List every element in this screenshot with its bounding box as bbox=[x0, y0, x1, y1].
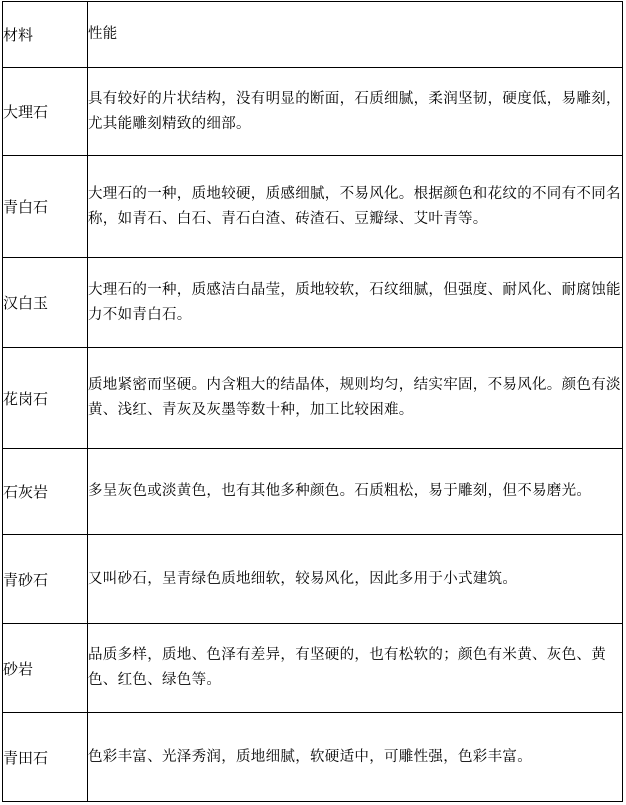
material-name: 青田石 bbox=[3, 713, 88, 802]
table-row bbox=[3, 156, 623, 258]
material-name: 砂岩 bbox=[3, 624, 88, 713]
material-property: 具有较好的片状结构，没有明显的断面，石质细腻，柔润坚韧，硬度低，易雕刻，尤其能雕刻精致的细部。 bbox=[88, 68, 623, 156]
table-row bbox=[3, 713, 623, 802]
material-property: 又叫砂石，呈青绿色质地细软，较易风化，因此多用于小式建筑。 bbox=[88, 535, 623, 624]
table-row bbox=[3, 535, 623, 624]
material-name: 大理石 bbox=[3, 68, 88, 156]
header-row bbox=[3, 2, 623, 68]
material-property: 色彩丰富、光泽秀润，质地细腻，软硬适中，可雕性强，色彩丰富。 bbox=[88, 713, 623, 802]
material-property: 质地紧密而坚硬。内含粗大的结晶体，规则均匀，结实牢固，不易风化。颜色有淡黄、浅红、青灰及灰墨等数十种，加工比较困难。 bbox=[88, 348, 623, 449]
stone-properties-table bbox=[2, 1, 623, 802]
material-name: 石灰岩 bbox=[3, 449, 88, 535]
material-property: 多呈灰色或淡黄色，也有其他多种颜色。石质粗松，易于雕刻，但不易磨光。 bbox=[88, 449, 623, 535]
header-property: 性能 bbox=[88, 2, 623, 68]
table-row bbox=[3, 449, 623, 535]
material-property: 品质多样，质地、色泽有差异，有坚硬的，也有松软的；颜色有米黄、灰色、黄色、红色、绿色等。 bbox=[88, 624, 623, 713]
table-row bbox=[3, 624, 623, 713]
header-material: 材料 bbox=[3, 2, 88, 68]
table-row bbox=[3, 258, 623, 348]
material-property: 大理石的一种，质地较硬，质感细腻，不易风化。根据颜色和花纹的不同有不同名称，如青石、白石、青石白渣、砖渣石、豆瓣绿、艾叶青等。 bbox=[88, 156, 623, 258]
material-name: 汉白玉 bbox=[3, 258, 88, 348]
material-name: 花岗石 bbox=[3, 348, 88, 449]
material-property: 大理石的一种，质感洁白晶莹，质地较软，石纹细腻，但强度、耐风化、耐腐蚀能力不如青白石。 bbox=[88, 258, 623, 348]
table-row bbox=[3, 348, 623, 449]
table-row bbox=[3, 68, 623, 156]
material-name: 青砂石 bbox=[3, 535, 88, 624]
material-name: 青白石 bbox=[3, 156, 88, 258]
